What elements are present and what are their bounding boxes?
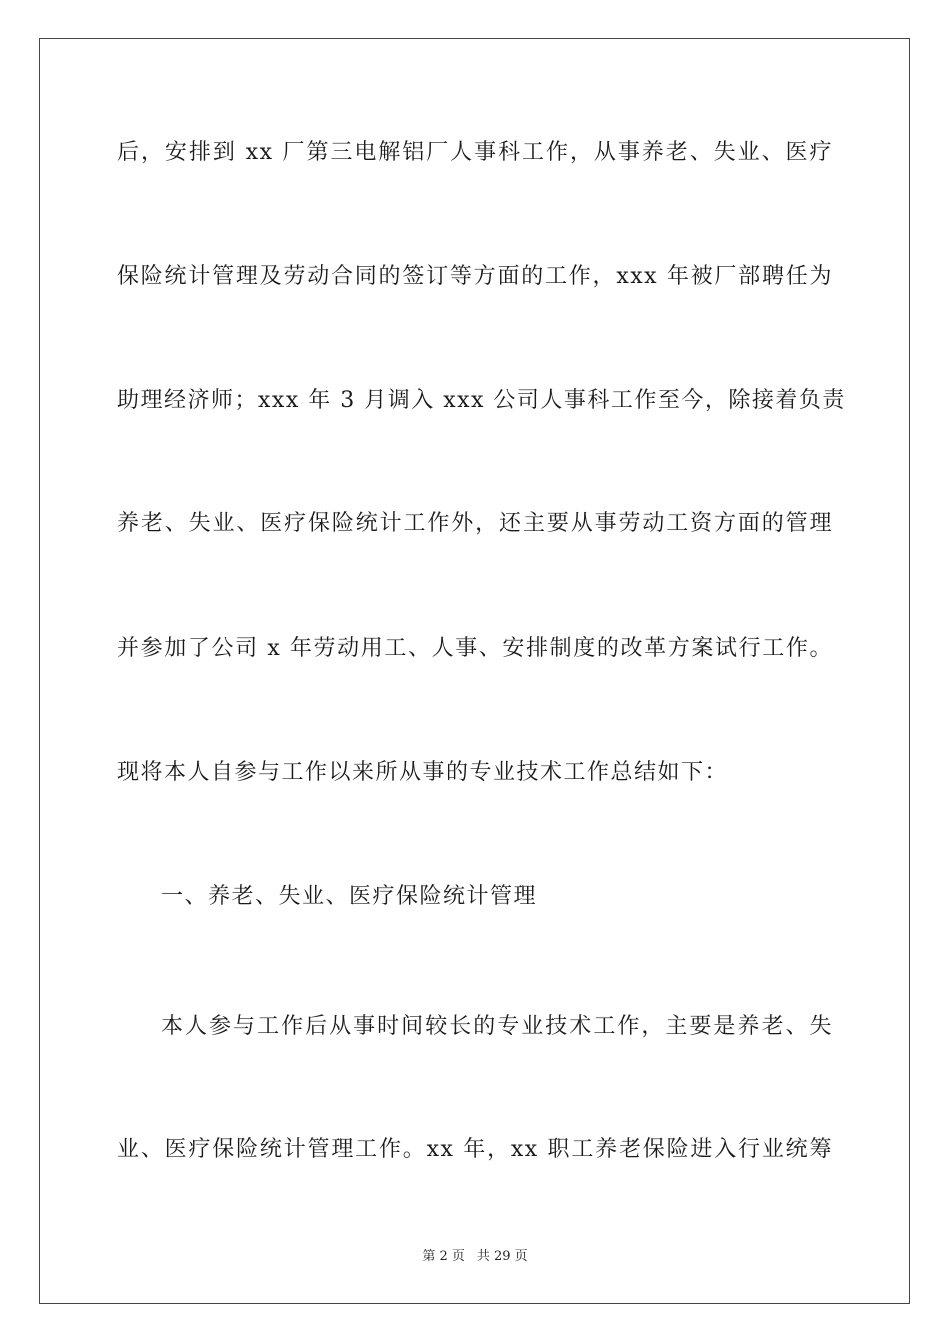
total-pages: 共 29 页 xyxy=(476,1249,528,1264)
paragraph-line: 助理经济师；xxx 年 3 月调入 xxx 公司人事科工作至今，除接着负责 xyxy=(117,388,846,413)
page-border xyxy=(39,38,910,1304)
section-heading: 一、养老、失业、医疗保险统计管理 xyxy=(161,884,538,909)
page-footer xyxy=(0,1249,950,1265)
paragraph-line: 并参加了公司 x 年劳动用工、人事、安排制度的改革方案试行工作。 xyxy=(117,636,833,661)
paragraph-line: 保险统计管理及劳动合同的签订等方面的工作，xxx 年被厂部聘任为 xyxy=(117,264,833,289)
paragraph-line: 业、医疗保险统计管理工作。xx 年，xx 职工养老保险进入行业统筹 xyxy=(117,1137,833,1162)
paragraph-line: 现将本人自参与工作以来所从事的专业技术工作总结如下： xyxy=(117,760,729,785)
paragraph-line: 后，安排到 xx 厂第三电解铝厂人事科工作，从事养老、失业、医疗 xyxy=(117,140,833,165)
page-number: 第 2 页 xyxy=(422,1249,465,1264)
paragraph-line: 养老、失业、医疗保险统计工作外，还主要从事劳动工资方面的管理 xyxy=(117,511,833,536)
paragraph-line: 本人参与工作后从事时间较长的专业技术工作，主要是养老、失 xyxy=(161,1014,833,1039)
